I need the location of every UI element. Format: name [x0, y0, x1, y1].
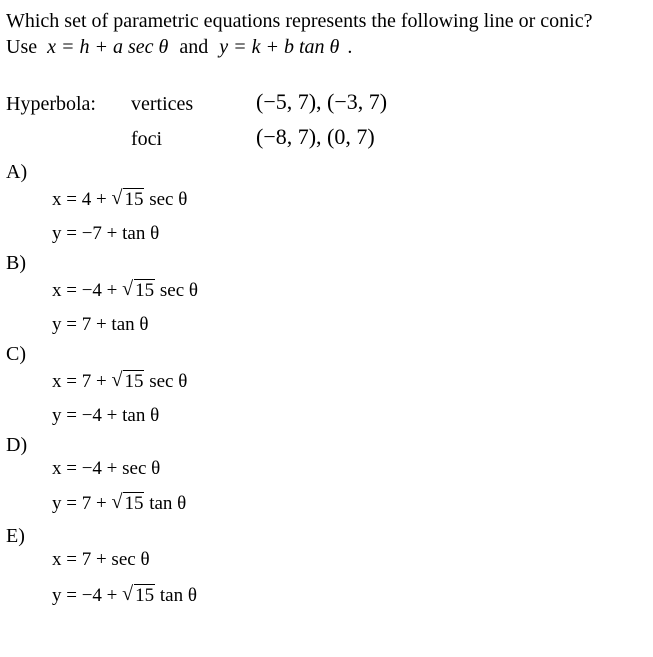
option-a-y-equation	[52, 222, 159, 246]
option-a-letter: A)	[6, 161, 28, 183]
option-a-x-equation	[52, 188, 187, 212]
option-d-x-pre: x = −4 + sec θ	[52, 458, 161, 479]
option-d-y-radicand: 15	[124, 493, 144, 514]
option-c-x-radicand: 15	[124, 371, 144, 392]
option-c-x-equation	[52, 370, 187, 394]
foci-label: foci	[131, 128, 163, 150]
option-c-x-pre: x = 7 +	[52, 371, 112, 392]
option-b-x-post: sec θ	[155, 280, 199, 301]
sqrt-symbol	[111, 370, 144, 394]
option-e-letter: E)	[6, 525, 25, 547]
option-a-x-radicand: 15	[124, 189, 144, 210]
sqrt-symbol	[111, 492, 144, 516]
shape-label: Hyperbola:	[6, 93, 96, 115]
formula-x: x = h + a sec θ	[47, 36, 169, 58]
option-b-x-radicand: 15	[135, 280, 155, 301]
option-e-x-pre: x = 7 + sec θ	[52, 549, 150, 570]
sqrt-symbol	[122, 279, 155, 303]
option-b-letter: B)	[6, 252, 26, 274]
option-d-y-post: tan θ	[144, 493, 187, 514]
option-c-letter: C)	[6, 343, 26, 365]
option-b-x-equation	[52, 279, 198, 303]
question-text: Which set of parametric equations represents the following line or conic?	[6, 10, 593, 32]
and-word: and	[179, 36, 209, 58]
option-b-x-pre: x = −4 +	[52, 280, 123, 301]
option-d-y-equation	[52, 492, 186, 516]
period: .	[347, 36, 353, 58]
option-a-y-pre: y = −7 + tan θ	[52, 223, 160, 244]
option-b-y-pre: y = 7 + tan θ	[52, 314, 149, 335]
vertices-value: (−5, 7), (−3, 7)	[256, 89, 388, 114]
foci-value: (−8, 7), (0, 7)	[256, 124, 375, 149]
option-a-x-pre: x = 4 +	[52, 189, 112, 210]
option-c-y-equation	[52, 404, 159, 428]
option-e-y-radicand: 15	[135, 585, 155, 606]
option-c-y-pre: y = −4 + tan θ	[52, 405, 160, 426]
option-d-y-pre: y = 7 +	[52, 493, 112, 514]
option-c-x-post: sec θ	[144, 371, 188, 392]
option-a-x-post: sec θ	[144, 189, 188, 210]
option-e-x-equation	[52, 548, 150, 572]
question-formula-line	[6, 35, 352, 59]
use-word: Use	[6, 36, 38, 58]
option-e-y-post: tan θ	[155, 585, 197, 606]
option-d-x-equation	[52, 457, 160, 481]
option-e-y-pre: y = −4 +	[52, 585, 123, 606]
option-d-letter: D)	[6, 434, 28, 456]
sqrt-symbol	[122, 584, 155, 608]
option-e-y-equation	[52, 584, 197, 608]
formula-y: y = k + b tan θ	[219, 36, 340, 58]
option-b-y-equation	[52, 313, 149, 337]
vertices-label: vertices	[131, 93, 194, 115]
sqrt-symbol	[111, 188, 144, 212]
